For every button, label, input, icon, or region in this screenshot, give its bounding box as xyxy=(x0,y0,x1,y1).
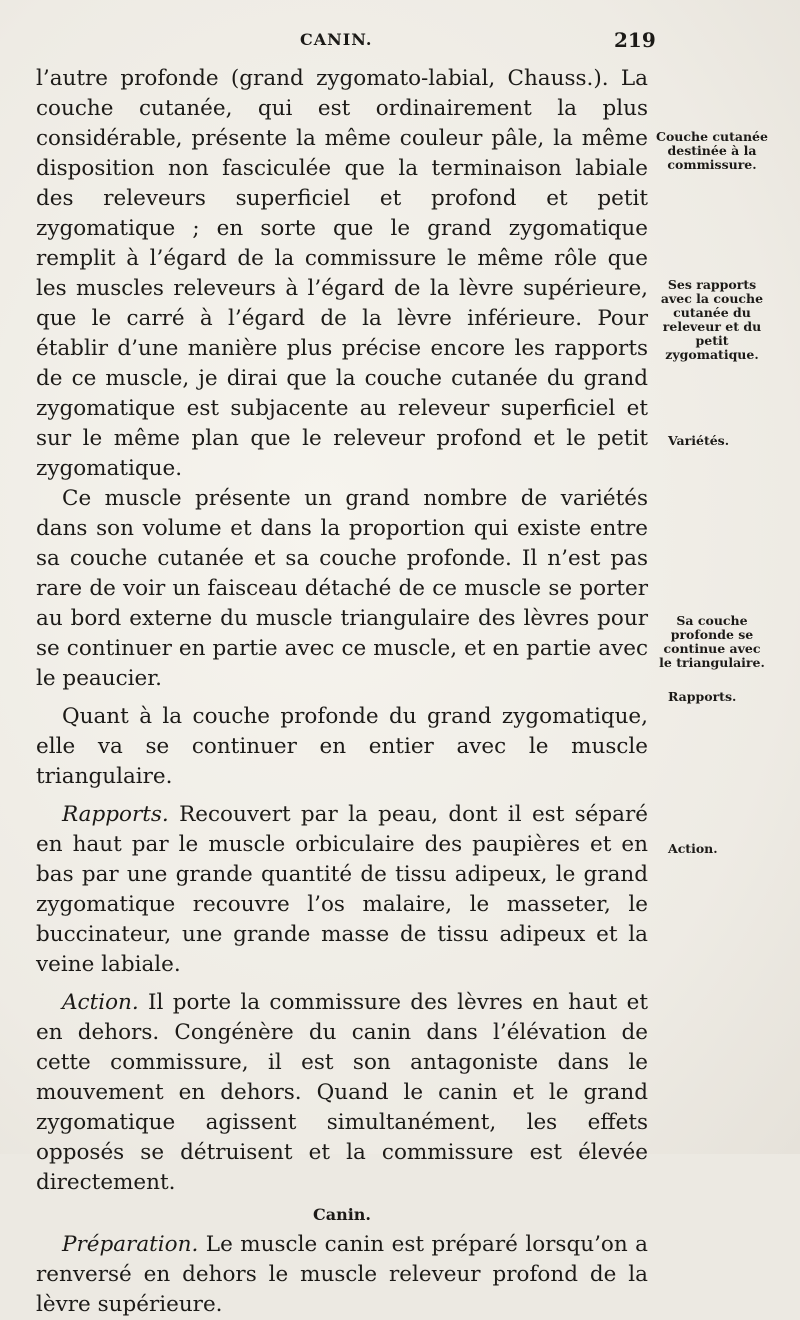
paragraph-preparation xyxy=(36,1230,648,1320)
running-header: CANIN. xyxy=(300,30,373,49)
paragraph-couche-profonde: Quant à la couche profonde du grand zygomatique, elle va se continuer en entier avec le muscle triangulaire. xyxy=(36,704,648,789)
body-text xyxy=(36,64,648,1320)
rapports-lead: Rapports. xyxy=(62,802,169,827)
margin-note-commissure: Couche cutanée destinée à la commissure. xyxy=(656,129,768,172)
preparation-text: Le muscle canin est préparé lorsqu’on a renversé en dehors le muscle releveur profond de la lèvre supérieure. xyxy=(36,1232,648,1317)
margin-note-couche-profonde: Sa couche profonde se continue avec le triangulaire. xyxy=(659,613,765,670)
paragraph-action xyxy=(36,988,648,1198)
paragraph-varietes: Ce muscle présente un grand nombre de variétés dans son volume et dans la proportion qui existe entre sa couche cutanée et sa couche profonde. Il n’est pas rare de voir un faisceau détaché de ce muscle se porter au bord externe du muscle triangulaire des lèvres pour se continuer en partie avec ce muscle, et en partie avec le peaucier. xyxy=(36,486,648,691)
paragraph-layers: l’autre profonde (grand zygomato-labial, Chauss.). La couche cutanée, qui est ordinairement la plus considérable, présente la même couleur pâle, la même disposition non fasciculée que la terminaison labiale des releveurs superficiel et profond et petit zygomatique ; en sorte que le grand zygomatique remplit à l’égard de la commissure le même rôle que les muscles releveurs à l’égard de la lèvre supérieure, que le carré à l’égard de la lèvre inférieure. Pour établir d’une manière plus précise encore les rapports de ce muscle, je dirai que la couche cutanée du grand zygomatique est subjacente au releveur superficiel et sur le même plan que le releveur profond et le petit zygomatique. xyxy=(36,66,648,481)
margin-note-rapports-couche: Ses rapports avec la couche cutanée du releveur et du petit zygomatique. xyxy=(660,277,764,362)
action-lead: Action. xyxy=(62,990,139,1015)
rapports-text: Recouvert par la peau, dont il est séparé en haut par le muscle orbiculaire des paupières et en bas par une grande quantité de tissu adipeux, le grand zygomatique recouvre l’os malaire, le masseter, le buccinateur, une grande masse de tissu adipeux et la veine labiale. xyxy=(36,802,648,977)
margin-note-rapports: Rapports. xyxy=(668,689,737,704)
margin-note-varietes: Variétés. xyxy=(668,433,730,448)
action-text: Il porte la commissure des lèvres en haut et en dehors. Congénère du canin dans l’élévation de cette commissure, il est son antagoniste dans le mouvement en dehors. Quand le canin et le grand zygomatique agissent simultanément, les effets opposés se détruisent et la commissure est élevée directement. xyxy=(36,990,648,1195)
page-number: 219 xyxy=(614,28,656,52)
section-heading-canin: Canin. xyxy=(312,1205,371,1224)
preparation-lead: Préparation. xyxy=(62,1232,199,1257)
paragraph-rapports xyxy=(36,800,648,980)
margin-note-action: Action. xyxy=(668,841,718,856)
